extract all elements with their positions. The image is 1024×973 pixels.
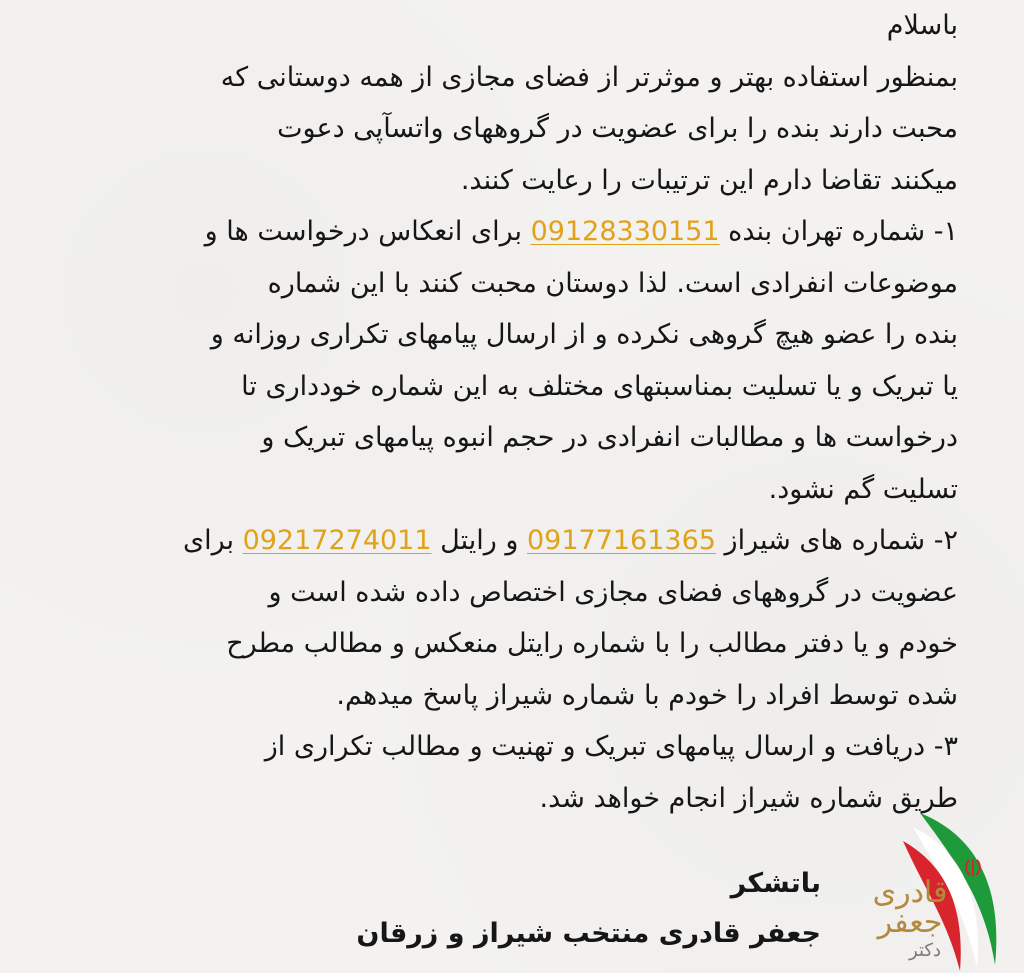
signature-line: جعفر قادری منتخب شیراز و زرقان — [356, 918, 821, 949]
phone-link-tehran[interactable]: 09128330151 — [530, 216, 720, 247]
line-item3-1: ۳- دریافت و ارسال پیامهای تبریک و تهنیت و مطالب تکراری از — [264, 731, 958, 762]
logo-title: دکتر — [909, 940, 941, 961]
closing-thanks: باتشکر — [730, 868, 821, 899]
logo-name: قادری جعفر — [872, 875, 948, 940]
line-item1-5: درخواست ها و مطالبات انفرادی در حجم انبوه پیامهای تبریک و — [261, 422, 958, 453]
line-intro-1: بمنظور استفاده بهتر و موثرتر از فضای مجازی از همه دوستانی که — [220, 61, 958, 93]
letter-body — [55, 0, 958, 824]
line-item1-2: موضوعات انفرادی است. لذا دوستان محبت کنند با این شماره — [267, 267, 958, 299]
line-item2-4: شده توسط افراد را خودم با شماره شیراز پاسخ میدهم. — [336, 679, 958, 711]
line-item1-4: یا تبریک و یا تسلیت بمناسبتهای مختلف به این شماره خودداری تا — [241, 370, 958, 402]
phone-link-rightel[interactable]: 09217274011 — [242, 525, 432, 556]
line-item1-3: بنده را عضو هیچ گروهی نکرده و از ارسال پیامهای تکراری روزانه و — [210, 319, 958, 350]
line-intro-2: محبت دارند بنده را برای عضویت در گروههای واتسآپی دعوت — [277, 113, 958, 144]
line-item1-1: ۱- شماره تهران بنده 09128330151 برای انعکاس درخواست ها و — [204, 216, 958, 247]
phone-link-shiraz[interactable]: 09177161365 — [526, 525, 716, 556]
line-item1-6: تسلیت گم نشود. — [768, 473, 958, 505]
line-intro-3: میکنند تقاضا دارم این ترتیبات را رعایت کنند. — [460, 164, 958, 196]
line-item2-1: ۲- شماره های شیراز 09177161365 و رایتل 09217274011 برای — [182, 525, 958, 556]
line-item2-3: خودم و یا دفتر مطالب را با شماره رایتل منعکس و مطالب مطرح — [226, 628, 958, 659]
line-greeting: باسلام — [886, 10, 958, 41]
line-item2-2: عضویت در گروههای فضای مجازی اختصاص داده شده است و — [268, 576, 958, 608]
line-item3-2: طریق شماره شیراز انجام خواهد شد. — [539, 782, 958, 814]
